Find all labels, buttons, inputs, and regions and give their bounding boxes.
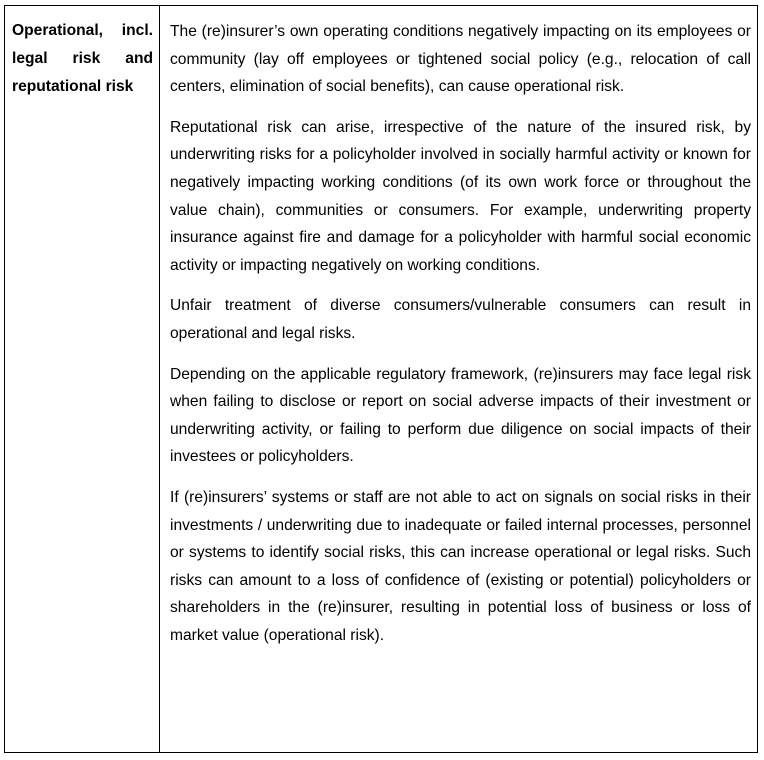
description-paragraph-legal-risk: Depending on the applicable regulatory framework, (re)insurers may face legal risk when failing to disclose or report on social adverse impacts of their investment or underwriting activity, or failing to perform due diligence on social impacts of their investees or policyholders. (170, 365, 751, 466)
risk-table (4, 5, 758, 753)
risk-category-cell (5, 6, 160, 752)
risk-category-label: Operational, incl. legal risk and reputational risk (12, 22, 153, 95)
description-paragraph-systems-staff: If (re)insurers’ systems or staff are not able to act on signals on social risks in their investments / underwriting due to inadequate or failed internal processes, personnel or systems to identify social risks, this can increase operational or legal risks. Such risks can amount to a loss of confidence of (existing or potential) policyholders or shareholders in the (re)insurer, resulting in potential loss of business or loss of market value (operational risk). (170, 488, 751, 644)
description-paragraph-reputational-risk: Reputational risk can arise, irrespective of the nature of the insured risk, by underwriting risks for a policyholder involved in socially harmful activity or known for negatively impacting working conditions (of its own work force or throughout the value chain), communities or consumers. For example, underwriting property insurance against fire and damage for a policyholder with harmful social economic activity or impacting negatively on working conditions. (170, 118, 751, 274)
description-paragraph-unfair-treatment: Unfair treatment of diverse consumers/vulnerable consumers can result in operational and legal risks. (170, 297, 751, 342)
risk-description-cell (160, 6, 757, 752)
description-paragraph-operating-conditions: The (re)insurer’s own operating conditions negatively impacting on its employees or community (lay off employees or tightened social policy (e.g., relocation of call centers, elimination of social benefits), can cause operational risk. (170, 23, 751, 96)
